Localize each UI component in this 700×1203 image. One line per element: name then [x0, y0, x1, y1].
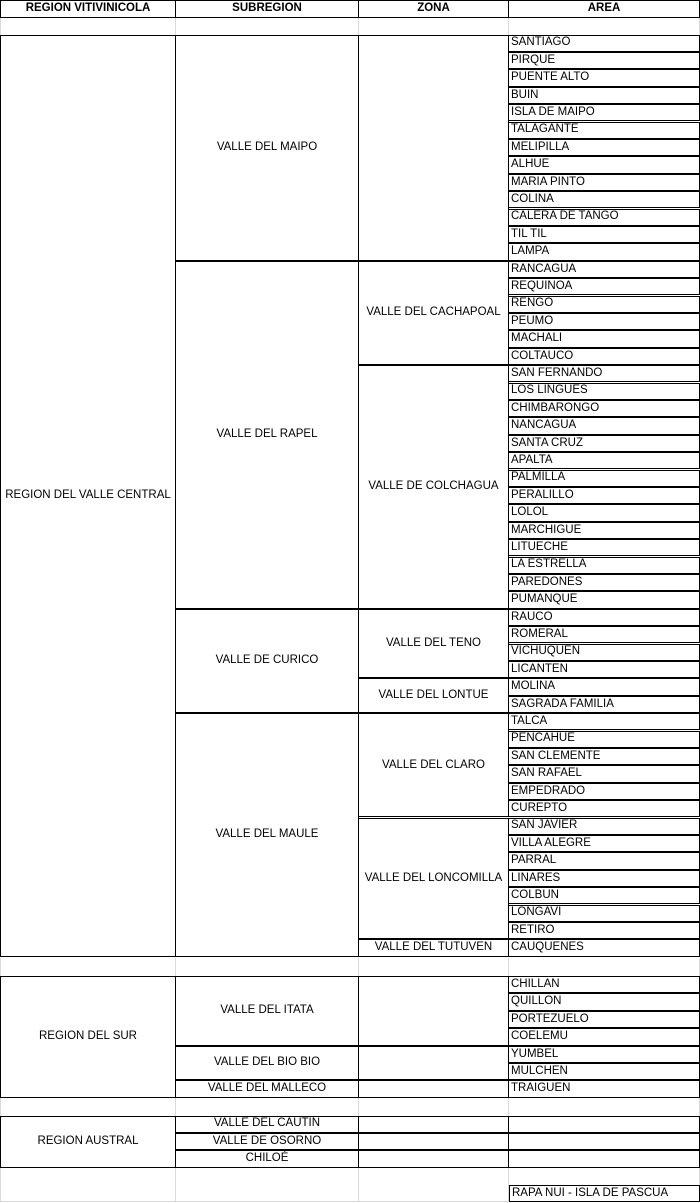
- spacer-cell: [359, 1098, 509, 1116]
- spacer-cell: [0, 958, 176, 976]
- area-cell: COLTAUCO: [509, 348, 700, 365]
- spacer-cell: [359, 18, 509, 35]
- subregion-cell: VALLE DEL CAUTIN: [176, 1116, 359, 1133]
- area-cell: CAUQUENES: [509, 939, 700, 956]
- area-cell: APALTA: [509, 452, 700, 469]
- area-cell: MARIA PINTO: [509, 174, 700, 191]
- area-cell: [509, 1116, 700, 1133]
- area-cell: LA ESTRELLA: [509, 557, 700, 574]
- area-cell: SAN RAFAEL: [509, 765, 700, 782]
- area-cell: PENCAHUE: [509, 731, 700, 748]
- zona-cell: [359, 1116, 509, 1133]
- area-cell: QUILLON: [509, 993, 700, 1010]
- zona-cell: [359, 1133, 509, 1150]
- area-cell: LOS LINGUES: [509, 383, 700, 400]
- area-cell: EMPEDRADO: [509, 783, 700, 800]
- area-cell: PEUMO: [509, 313, 700, 330]
- subregion-cell: VALLE DE OSORNO: [176, 1133, 359, 1150]
- area-cell: MOLINA: [509, 678, 700, 695]
- subregion-cell: VALLE DEL MALLECO: [176, 1080, 359, 1097]
- zona-cell: [359, 1046, 509, 1081]
- header-zona: ZONA: [359, 0, 509, 18]
- area-cell: LICANTEN: [509, 661, 700, 678]
- area-cell: CALERA DE TANGO: [509, 209, 700, 226]
- spacer-cell: [359, 958, 509, 976]
- spacer-cell: [509, 18, 700, 35]
- area-cell: PARRAL: [509, 852, 700, 869]
- area-cell: LOLOL: [509, 504, 700, 521]
- area-cell: LAMPA: [509, 243, 700, 260]
- area-cell: COLBUN: [509, 887, 700, 904]
- area-cell: PERALILLO: [509, 487, 700, 504]
- subregion-cell: VALLE DEL ITATA: [176, 976, 359, 1046]
- subregion-cell: VALLE DEL MAIPO: [176, 35, 359, 261]
- area-cell: ISLA DE MAIPO: [509, 104, 700, 121]
- area-cell: SAN CLEMENTE: [509, 748, 700, 765]
- region-cell: REGION DEL VALLE CENTRAL: [0, 35, 176, 957]
- area-cell: MELIPILLA: [509, 139, 700, 156]
- area-cell: LONGAVI: [509, 905, 700, 922]
- spacer-cell: [509, 1098, 700, 1116]
- zona-cell: VALLE DEL CACHAPOAL: [359, 261, 509, 365]
- area-cell: RAPA NUI - ISLA DE PASCUA: [509, 1185, 700, 1202]
- area-cell: RETIRO: [509, 922, 700, 939]
- spacer-cell: [509, 958, 700, 976]
- area-cell: MARCHIGUE: [509, 522, 700, 539]
- area-cell: ALHUE: [509, 156, 700, 173]
- header-area: AREA: [509, 0, 700, 18]
- header-subregion: SUBREGION: [176, 0, 359, 18]
- area-cell: TRAIGUEN: [509, 1080, 700, 1097]
- area-cell: [509, 1150, 700, 1167]
- subregion-cell: VALLE DEL MAULE: [176, 713, 359, 957]
- area-cell: NANCAGUA: [509, 417, 700, 434]
- area-cell: PUENTE ALTO: [509, 69, 700, 86]
- area-cell: VILLA ALEGRE: [509, 835, 700, 852]
- empty-cell: [176, 1185, 359, 1202]
- area-cell: MACHALI: [509, 330, 700, 347]
- area-cell: PORTEZUELO: [509, 1011, 700, 1028]
- area-cell: SAN FERNANDO: [509, 365, 700, 382]
- area-cell: COELEMU: [509, 1028, 700, 1045]
- spacer-cell: [0, 18, 176, 35]
- spacer-cell: [0, 1168, 176, 1186]
- area-cell: REQUINOA: [509, 278, 700, 295]
- area-cell: PUMANQUE: [509, 591, 700, 608]
- area-cell: CUREPTO: [509, 800, 700, 817]
- area-cell: PAREDONES: [509, 574, 700, 591]
- region-cell: REGION DEL SUR: [0, 976, 176, 1098]
- subregion-cell: VALLE DEL BIO BIO: [176, 1046, 359, 1081]
- area-cell: CHIMBARONGO: [509, 400, 700, 417]
- area-cell: RANCAGUA: [509, 261, 700, 278]
- area-cell: PIRQUE: [509, 52, 700, 69]
- area-cell: [509, 1133, 700, 1150]
- area-cell: LITUECHE: [509, 539, 700, 556]
- zona-cell: VALLE DEL TUTUVEN: [359, 939, 509, 956]
- spacer-cell: [359, 1168, 509, 1186]
- area-cell: TIL TIL: [509, 226, 700, 243]
- area-cell: SAN JAVIER: [509, 818, 700, 835]
- zona-cell: VALLE DEL LONTUE: [359, 678, 509, 713]
- subregion-cell: VALLE DE CURICO: [176, 609, 359, 713]
- zona-cell: VALLE DEL TENO: [359, 609, 509, 679]
- spacer-cell: [509, 1168, 700, 1186]
- area-cell: LINARES: [509, 870, 700, 887]
- spacer-cell: [176, 1098, 359, 1116]
- area-cell: RAUCO: [509, 609, 700, 626]
- subregion-cell: VALLE DEL RAPEL: [176, 261, 359, 609]
- area-cell: RENGO: [509, 296, 700, 313]
- spacer-cell: [176, 958, 359, 976]
- zona-cell: [359, 976, 509, 1046]
- area-cell: MULCHEN: [509, 1063, 700, 1080]
- area-cell: BUIN: [509, 87, 700, 104]
- zona-cell: [359, 1150, 509, 1167]
- area-cell: PALMILLA: [509, 470, 700, 487]
- zona-cell: VALLE DE COLCHAGUA: [359, 365, 509, 609]
- zona-cell: [359, 35, 509, 261]
- spacer-cell: [0, 1098, 176, 1116]
- zona-cell: VALLE DEL LONCOMILLA: [359, 818, 509, 940]
- area-cell: COLINA: [509, 191, 700, 208]
- area-cell: SANTIAGO: [509, 35, 700, 52]
- area-cell: TALCA: [509, 713, 700, 730]
- spacer-cell: [176, 1168, 359, 1186]
- area-cell: TALAGANTE: [509, 122, 700, 139]
- area-cell: YUMBEL: [509, 1046, 700, 1063]
- area-cell: SANTA CRUZ: [509, 435, 700, 452]
- area-cell: VICHUQUEN: [509, 644, 700, 661]
- region-cell: REGION AUSTRAL: [0, 1116, 176, 1168]
- area-cell: SAGRADA FAMILIA: [509, 696, 700, 713]
- empty-cell: [0, 1185, 176, 1202]
- subregion-cell: CHILOÉ: [176, 1150, 359, 1167]
- zona-cell: VALLE DEL CLARO: [359, 713, 509, 817]
- zona-cell: [359, 1080, 509, 1097]
- empty-cell: [359, 1185, 509, 1202]
- area-cell: CHILLAN: [509, 976, 700, 993]
- spacer-cell: [176, 18, 359, 35]
- header-region: REGION VITIVINICOLA: [0, 0, 176, 18]
- area-cell: ROMERAL: [509, 626, 700, 643]
